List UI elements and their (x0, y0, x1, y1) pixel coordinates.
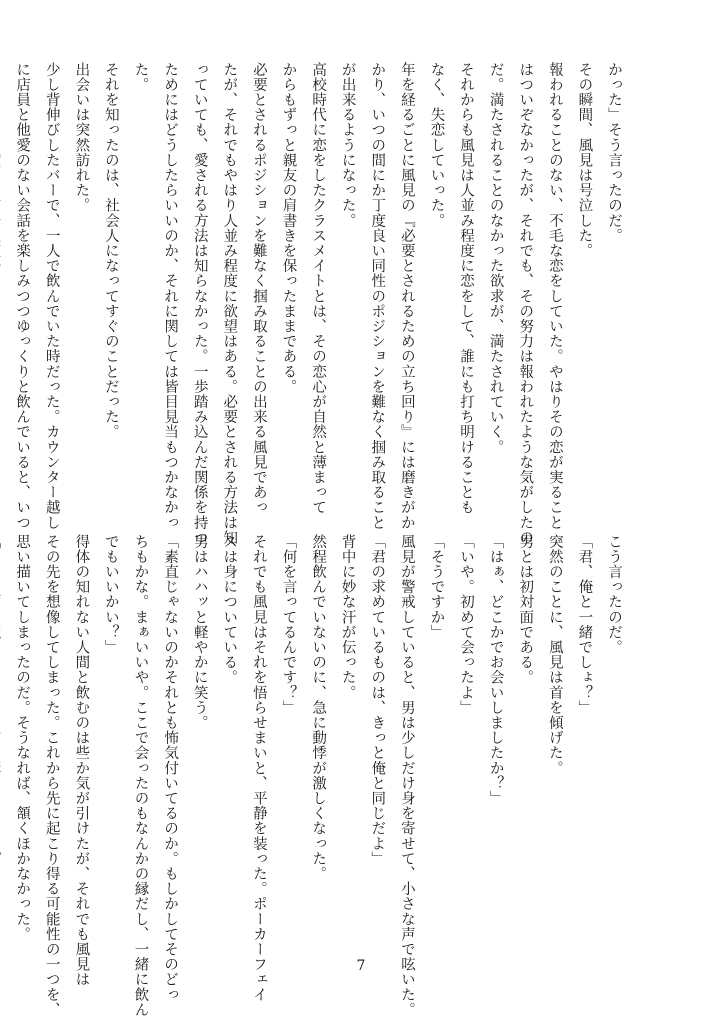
upper-text-line: その瞬間、風見は号泣した。 (576, 62, 593, 259)
lower-text-line: 得体の知れない人間と飲むのは些か気が引けたが、それでも風見は (73, 534, 90, 987)
lower-text-line: 突然のことに、風見は首を傾げた。 (546, 534, 563, 776)
page-number: 7 (356, 958, 366, 974)
lower-text-line: 「君の求めているものは、きっと俺と同じだよ」 (369, 534, 386, 867)
upper-text-line: が出来るようになった。 (339, 62, 356, 229)
lower-text-block (14, 534, 628, 1018)
lower-text-line: ちもかな。まぁいいや。ここで会ったのもなんかの縁だし、一緒に飲ん (132, 534, 149, 1018)
upper-text-line: かり、いつの間にか丁度良い同性のポジションを難なく掴み取ること (369, 62, 386, 531)
upper-text-line: 報われることのない、不毛な恋をしていた。やはりその恋が実ること (546, 62, 563, 531)
lower-text-line: 背中に妙な汗が伝った。 (339, 534, 356, 701)
lower-text-line: 風見が警戒していると、男は少しだけ身を寄せて、小さな声で呟いた。 (398, 534, 415, 1018)
upper-text-line: 高校時代に恋をしたクラスメイトとは、その恋心が自然と薄まって (310, 62, 327, 515)
upper-text-line: 少し背伸びしたバーで、一人で飲んでいた時だった。カウンター越し (43, 62, 60, 531)
lower-text-line: 「素直じゃないのかそれとも怖気付いてるのか。もしかしてそのどっ (162, 534, 179, 1003)
upper-text-line: からもずっと親友の肩書きを保ったままである。 (280, 62, 297, 395)
upper-text-line: 出会いは突然訪れた。 (73, 62, 90, 213)
lower-text-line: 男とは初対面である。 (517, 534, 534, 685)
lower-text-line: 然程飲んでいないのに、急に動悸が激しくなった。 (310, 534, 327, 882)
upper-text-line: ためにはどうしたらいいのか、それに関しては皆目見当もつかなかっ (162, 62, 179, 531)
lower-text-line: 「はぁ、どこかでお会いしましたか？」 (487, 534, 504, 806)
lower-text-line: 「君、俺と一緒でしょ？」 (576, 534, 593, 716)
lower-text-line: 「何を言ってるんです？」 (280, 534, 297, 716)
lower-text-line: スは身についている。 (221, 534, 238, 685)
lower-text-line: 男はハハッと軽やかに笑う。 (191, 534, 208, 731)
lower-text-line: でもいいかい？」 (102, 534, 119, 655)
lower-text-line: 「いや。初めて会ったよ」 (458, 534, 475, 716)
upper-text-line: たが、それでもやはり人並み程度に欲望はある。必要とされる方法は知 (221, 62, 238, 546)
lower-text-line: その先を想像してしまった。これから先に起こり得る可能性の一つを、 (43, 534, 60, 1018)
lower-text-line: 「そうですか」 (428, 534, 445, 640)
upper-text-line: だ。満たされることのなかった欲求が、満たされていく。 (487, 62, 504, 455)
upper-text-line: はついぞなかったが、それでも、その努力は報われたような気がしたの (517, 62, 534, 546)
lower-text-line: 思い描いてしまったのだ。そうなれば、頷くほかなかった。 (14, 534, 31, 942)
upper-text-line: かった」そう言ったのだ。 (606, 62, 622, 244)
upper-text-line (0, 62, 7, 494)
upper-text-line: それを知ったのは、社会人になってすぐのことだった。 (102, 62, 119, 440)
lower-text-line: それでも風見はそれを悟らせまいと、平静を装った。ポーカーフェイ (250, 534, 267, 1003)
upper-text-line: なく、失恋していった。 (428, 62, 445, 229)
upper-text-line: 必要とされるポジションを難なく掴み取ることの出来る風見であっ (250, 62, 267, 515)
upper-text-line: に店員と他愛のない会話を楽しみつつゆっくりと飲んでいると、いつ (14, 62, 31, 531)
upper-text-line: っていても、愛される方法は知らなかった。一歩踏み込んだ関係を持つ (191, 62, 208, 546)
lower-text-line (0, 534, 7, 954)
lower-text-line: こう言ったのだ。 (606, 534, 622, 655)
upper-text-block (14, 62, 628, 546)
upper-text-line: た。 (132, 62, 149, 93)
upper-text-line: 年を経るごとに風見の『必要とされるための立ち回り』には磨きがか (398, 62, 415, 531)
upper-text-line: それからも風見は人並み程度に恋をして、誰にも打ち明けることも (458, 62, 475, 515)
